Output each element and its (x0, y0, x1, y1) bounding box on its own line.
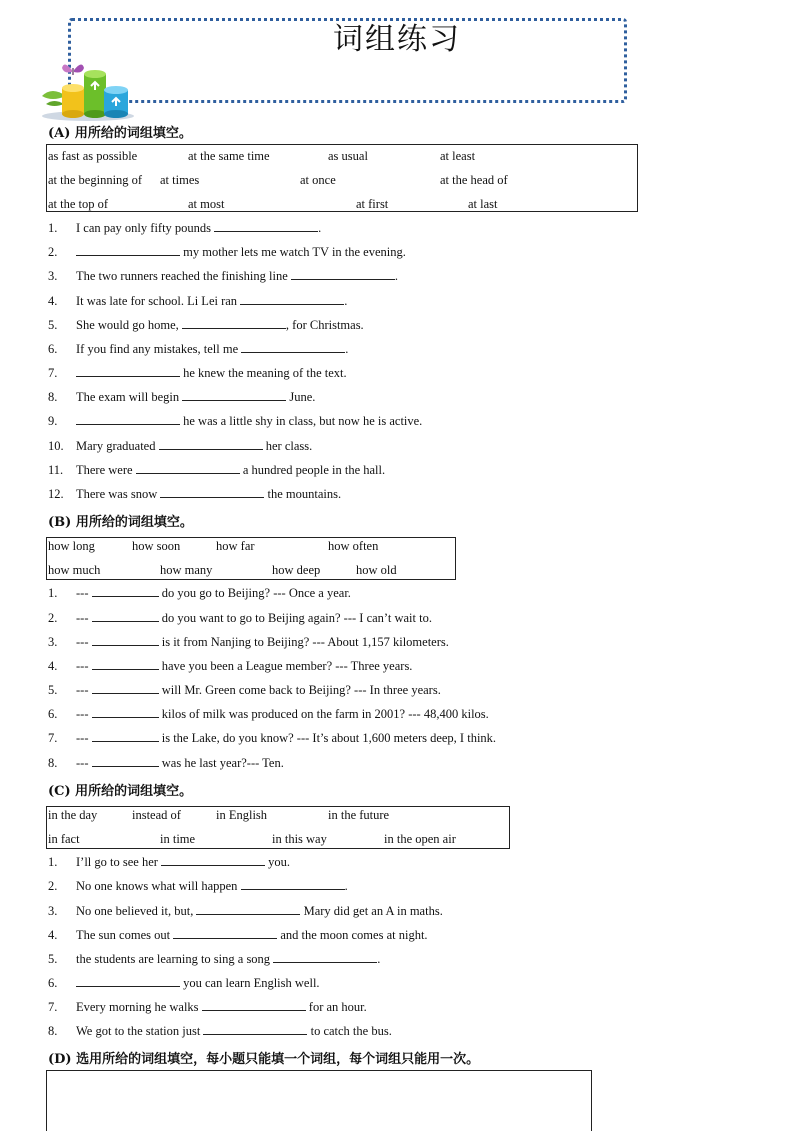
section-b-option-box (46, 537, 456, 580)
section-c-option-box (46, 806, 510, 849)
option-b-7: how deep (272, 563, 321, 577)
question-row: 7. Every morning he walks for an hour. (48, 1000, 367, 1014)
answer-blank[interactable] (173, 927, 277, 939)
option-a-11: at first (356, 197, 389, 211)
option-a-8: at the head of (440, 173, 508, 187)
question-row: 3. No one believed it, but, Mary did get an A in maths. (48, 904, 443, 918)
answer-blank[interactable] (196, 903, 300, 915)
option-b-5: how much (48, 563, 101, 577)
cylinder-yellow-icon (62, 84, 84, 118)
answer-blank[interactable] (159, 438, 263, 450)
question-row: 6. If you find any mistakes, tell me . (48, 342, 349, 356)
option-a-2: at the same time (188, 149, 270, 163)
answer-blank[interactable] (76, 413, 180, 425)
section-a-option-box (46, 144, 638, 212)
question-row: 6. you can learn English well. (48, 976, 320, 990)
answer-blank[interactable] (92, 610, 159, 622)
option-c-3: in English (216, 808, 268, 822)
option-a-5: at the beginning of (48, 173, 143, 187)
question-row: 5. She would go home, , for Christmas. (48, 318, 364, 332)
option-c-2: instead of (132, 808, 181, 822)
answer-blank[interactable] (92, 585, 159, 597)
option-a-3: as usual (328, 149, 368, 163)
question-row: 6. --- kilos of milk was produced on the farm in 2001? --- 48,400 kilos. (48, 707, 489, 721)
question-row: 9. he was a little shy in class, but now he is active. (48, 414, 423, 428)
decorative-cylinders-logo (38, 60, 138, 122)
question-row: 1. I’ll go to see her you. (48, 855, 291, 869)
answer-blank[interactable] (182, 317, 286, 329)
option-a-4: at least (440, 149, 476, 163)
question-row: 2. my mother lets me watch TV in the evening. (48, 245, 406, 259)
answer-blank[interactable] (92, 658, 159, 670)
question-row: 1. --- do you go to Beijing? --- Once a year. (48, 586, 351, 600)
option-a-7: at once (300, 173, 336, 187)
option-b-2: how soon (132, 539, 181, 553)
answer-blank[interactable] (92, 706, 159, 718)
option-c-4: in the future (328, 808, 390, 822)
question-row: 8. --- was he last year?--- Ten. (48, 756, 284, 770)
question-row: 4. It was late for school. Li Lei ran . (48, 294, 348, 308)
answer-blank[interactable] (161, 854, 265, 866)
answer-blank[interactable] (160, 486, 264, 498)
answer-blank[interactable] (291, 268, 395, 280)
option-a-10: at most (188, 197, 225, 211)
option-c-7: in this way (272, 832, 327, 846)
cylinder-blue-icon (104, 86, 128, 118)
question-row: 7. he knew the meaning of the text. (48, 366, 347, 380)
question-row: 8. The exam will begin June. (48, 390, 316, 404)
section-c-heading: (C) 用所给的词组填空。 (48, 784, 193, 799)
option-b-6: how many (160, 563, 213, 577)
option-c-1: in the day (48, 808, 98, 822)
option-b-3: how far (216, 539, 255, 553)
question-row: 2. No one knows what will happen . (48, 879, 348, 893)
question-row: 4. The sun comes out and the moon comes at night. (48, 928, 428, 942)
option-b-4: how often (328, 539, 379, 553)
question-row: 12. There was snow the mountains. (48, 487, 342, 501)
answer-blank[interactable] (92, 634, 159, 646)
answer-blank[interactable] (92, 730, 159, 742)
option-b-1: how long (48, 539, 95, 553)
option-c-8: in the open air (384, 832, 456, 846)
answer-blank[interactable] (92, 755, 159, 767)
answer-blank[interactable] (203, 1023, 307, 1035)
cylinder-green-icon (84, 70, 106, 118)
butterfly-icon (62, 64, 84, 75)
answer-blank[interactable] (76, 244, 180, 256)
option-a-6: at times (160, 173, 200, 187)
question-row: 3. --- is it from Nanjing to Beijing? --- About 1,157 kilometers. (48, 635, 449, 649)
answer-blank[interactable] (202, 999, 306, 1011)
question-row: 5. the students are learning to sing a song . (48, 952, 381, 966)
question-row: 1. I can pay only fifty pounds . (48, 221, 322, 235)
section-b-heading: (B) 用所给的词组填空。 (48, 515, 193, 530)
option-a-1: as fast as possible (48, 149, 138, 163)
question-row: 8. We got to the station just to catch the bus. (48, 1024, 392, 1038)
answer-blank[interactable] (273, 951, 377, 963)
question-row: 5. --- will Mr. Green come back to Beijing? --- In three years. (48, 683, 441, 697)
question-row: 2. --- do you want to go to Beijing again? --- I can’t wait to. (48, 611, 432, 625)
answer-blank[interactable] (214, 220, 318, 232)
option-c-5: in fact (48, 832, 80, 846)
option-a-12: at last (468, 197, 498, 211)
answer-blank[interactable] (76, 975, 180, 987)
option-a-9: at the top of (48, 197, 109, 211)
section-a-heading: (A) 用所给的词组填空。 (48, 126, 192, 141)
answer-blank[interactable] (240, 293, 344, 305)
option-b-8: how old (356, 563, 397, 577)
option-c-6: in time (160, 832, 196, 846)
section-d-heading: (D) 选用所给的词组填空，每小题只能填一个词组，每个词组只能用一次。 (48, 1052, 480, 1067)
question-row: 10. Mary graduated her class. (48, 439, 313, 453)
section-d-option-box (46, 1070, 592, 1131)
question-row: 3. The two runners reached the finishing line . (48, 269, 398, 283)
question-row: 7. --- is the Lake, do you know? --- It’s about 1,600 meters deep, I think. (48, 731, 497, 745)
answer-blank[interactable] (92, 682, 159, 694)
question-row: 11. There were a hundred people in the hall. (48, 463, 386, 477)
page-title: 词组练习 (333, 22, 461, 57)
question-row: 4. --- have you been a League member? --- Three years. (48, 659, 413, 673)
answer-blank[interactable] (241, 341, 345, 353)
answer-blank[interactable] (76, 365, 180, 377)
answer-blank[interactable] (182, 389, 286, 401)
answer-blank[interactable] (241, 878, 345, 890)
answer-blank[interactable] (136, 462, 240, 474)
